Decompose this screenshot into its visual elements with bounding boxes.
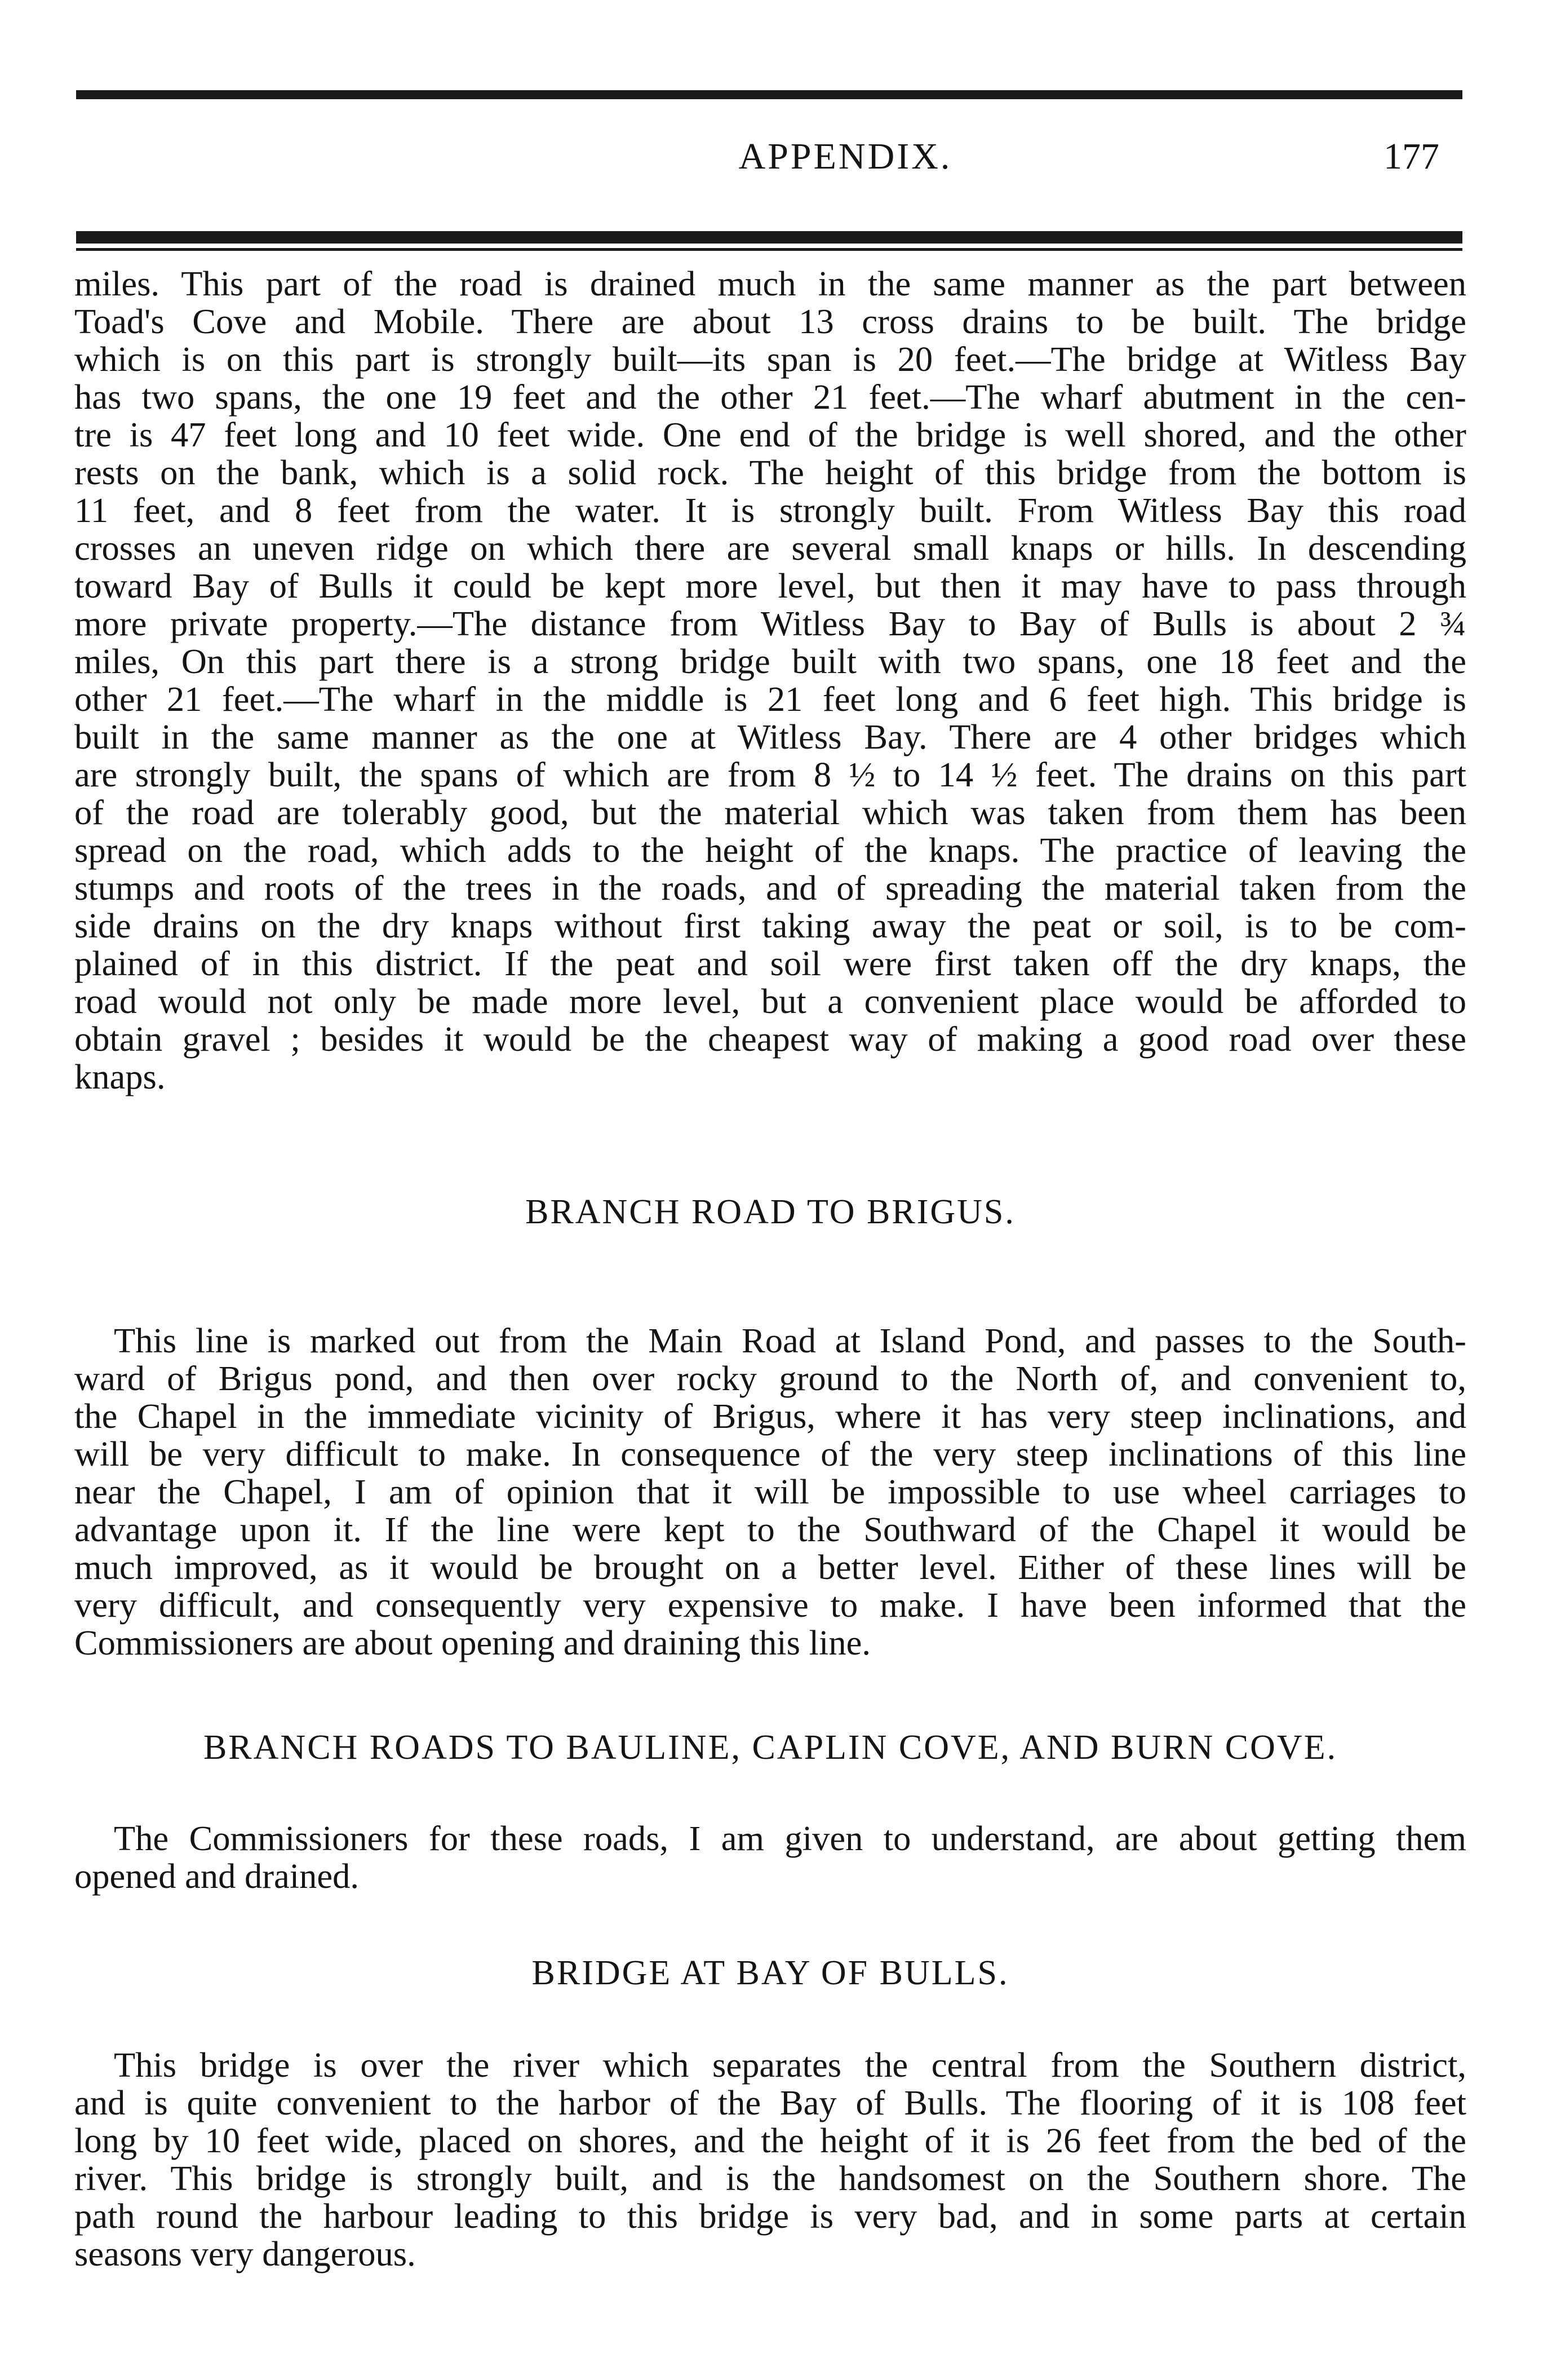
text-line: rests on the bank, which is a solid rock. The height of this bridge from the bottom is (74, 453, 1466, 492)
header-bottom-rule-thin (76, 248, 1462, 251)
text-line: road would not only be made more level, but a convenient place would be afforded to (74, 981, 1466, 1021)
text-line: spread on the road, which adds to the height of the knaps. The practice of leaving the (74, 830, 1466, 870)
text-line: 11 feet, and 8 feet from the water. It is strongly built. From Witless Bay this road (74, 490, 1466, 530)
text-line: built in the same manner as the one at Witless Bay. There are 4 other bridges which (74, 717, 1466, 757)
brigus-paragraph (74, 1322, 1466, 1662)
text-line: toward Bay of Bulls it could be kept more level, but then it may have to pass through (74, 566, 1466, 605)
text-line: very difficult, and consequently very expensive to make. I have been informed that the (74, 1585, 1466, 1625)
text-line: has two spans, the one 19 feet and the other 21 feet.—The wharf abutment in the cen- (74, 377, 1466, 417)
text-line: knaps. (74, 1057, 166, 1096)
text-line: miles. This part of the road is drained much in the same manner as the part between (74, 264, 1466, 303)
bridge-paragraph (74, 2046, 1466, 2273)
text-line: path round the harbour leading to this bridge is very bad, and in some parts at certain (74, 2196, 1466, 2236)
text-line: near the Chapel, I am of opinion that it will be impossible to use wheel carriages to (74, 1472, 1466, 1511)
text-line: Commissioners are about opening and draining this line. (74, 1623, 871, 1662)
text-line: the Chapel in the immediate vicinity of Brigus, where it has very steep inclinations, and (74, 1396, 1466, 1436)
text-line: more private property.—The distance from Witless Bay to Bay of Bulls is about 2 ¾ (74, 604, 1466, 643)
text-line: and is quite convenient to the harbor of the Bay of Bulls. The flooring of it is 108 feet (74, 2083, 1466, 2122)
text-line: crosses an uneven ridge on which there are several small knaps or hills. In descending (74, 528, 1466, 568)
text-line: seasons very dangerous. (74, 2234, 416, 2273)
text-line: stumps and roots of the trees in the roads, and of spreading the material taken from the (74, 868, 1466, 908)
text-line: obtain gravel ; besides it would be the cheapest way of making a good road over these (74, 1019, 1466, 1059)
bauline-paragraph (74, 1820, 1466, 1895)
running-head-title: APPENDIX. (738, 136, 952, 177)
text-line: river. This bridge is strongly built, and is the handsomest on the Southern shore. The (74, 2158, 1466, 2198)
text-line: This bridge is over the river which separates the central from the Southern district, (114, 2045, 1466, 2085)
text-line: tre is 47 feet long and 10 feet wide. One end of the bridge is well shored, and the other (74, 415, 1466, 454)
text-line: which is on this part is strongly built—its span is 20 feet.—The bridge at Witless Bay (74, 339, 1466, 379)
section-heading-bauline: BRANCH ROADS TO BAULINE, CAPLIN COVE, AND BURN COVE. (203, 1728, 1338, 1767)
text-line: This line is marked out from the Main Road at Island Pond, and passes to the South- (114, 1321, 1466, 1360)
text-line: much improved, as it would be brought on a better level. Either of these lines will be (74, 1547, 1466, 1587)
text-line: side drains on the dry knaps without first taking away the peat or soil, is to be com- (74, 906, 1466, 945)
text-line: will be very difficult to make. In consequence of the very steep inclinations of this line (74, 1434, 1466, 1474)
intro-paragraph (74, 265, 1466, 1096)
text-line: long by 10 feet wide, placed on shores, and the height of it is 26 feet from the bed of the (74, 2121, 1466, 2160)
text-line: advantage upon it. If the line were kept to the Southward of the Chapel it would be (74, 1510, 1466, 1549)
text-line: are strongly built, the spans of which are from 8 ½ to 14 ½ feet. The drains on this part (74, 755, 1466, 794)
section-heading-brigus: BRANCH ROAD TO BRIGUS. (525, 1193, 1016, 1231)
text-line: opened and drained. (74, 1856, 360, 1896)
text-line: other 21 feet.—The wharf in the middle is 21 feet long and 6 feet high. This bridge is (74, 679, 1466, 719)
text-line: of the road are tolerably good, but the material which was taken from them has been (74, 793, 1466, 832)
page-number: 177 (1384, 136, 1439, 177)
section-heading-bridge: BRIDGE AT BAY OF BULLS. (531, 1954, 1009, 1992)
header-bottom-rule-thick (76, 231, 1462, 244)
header-top-rule (76, 90, 1462, 99)
text-line: plained of in this district. If the peat and soil were first taken off the dry knaps, the (74, 944, 1466, 983)
text-line: The Commissioners for these roads, I am given to understand, are about getting them (114, 1819, 1466, 1858)
text-line: Toad's Cove and Mobile. There are about 13 cross drains to be built. The bridge (74, 302, 1466, 341)
text-line: miles, On this part there is a strong bridge built with two spans, one 18 feet and the (74, 642, 1466, 681)
text-line: ward of Brigus pond, and then over rocky ground to the North of, and convenient to, (74, 1359, 1466, 1398)
